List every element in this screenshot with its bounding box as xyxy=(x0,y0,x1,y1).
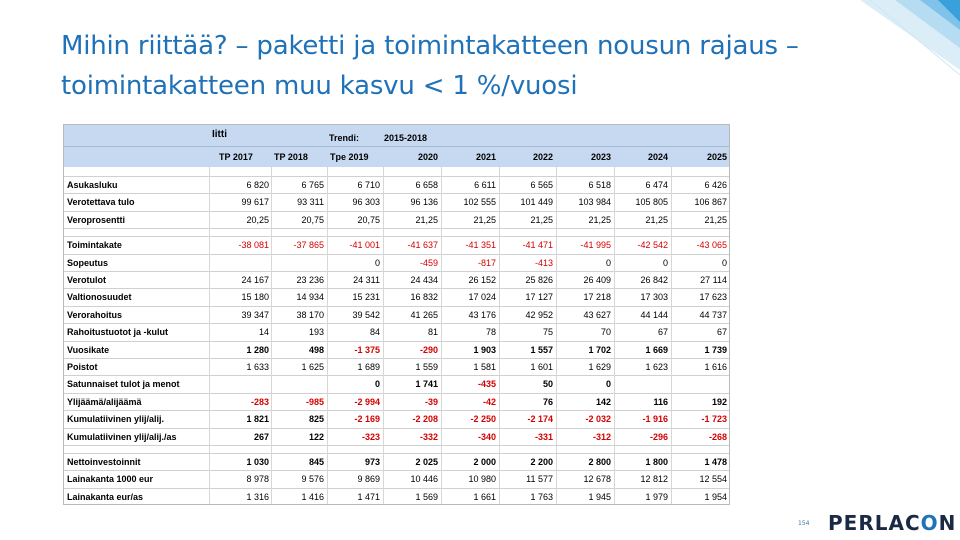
table-row xyxy=(64,255,729,272)
table-cell: 1 478 xyxy=(704,457,727,467)
table-cell: 1 903 xyxy=(473,344,496,355)
table-cell: 17 218 xyxy=(583,292,611,303)
table-cell: 6 518 xyxy=(588,180,611,190)
table-cell: 14 xyxy=(258,327,269,338)
table-cell: 1 625 xyxy=(301,362,324,372)
table-cell: 498 xyxy=(308,344,324,355)
table-cell: 24 167 xyxy=(241,275,269,285)
column-header: TP 2018 xyxy=(274,152,308,162)
table-cell: 81 xyxy=(427,327,438,338)
table-cell: 1 569 xyxy=(415,491,438,502)
table-cell: 0 xyxy=(605,379,611,390)
table-row xyxy=(64,454,729,471)
table-cell: -1 723 xyxy=(701,414,727,425)
table-cell: -290 xyxy=(419,344,438,355)
table-cell: 17 024 xyxy=(468,292,496,303)
table-cell: 21,25 xyxy=(530,214,553,225)
finance-table xyxy=(63,124,730,505)
row-label: Vuosikate xyxy=(67,344,110,355)
table-cell: 26 842 xyxy=(640,275,668,285)
table-row xyxy=(64,411,729,428)
table-cell: 1 979 xyxy=(645,491,668,502)
spacer-row xyxy=(64,229,729,237)
table-cell: 2 000 xyxy=(473,457,496,467)
table-cell: 1 739 xyxy=(704,344,727,355)
table-cell: 103 984 xyxy=(578,197,611,208)
table-cell: 21,25 xyxy=(704,214,727,225)
table-row xyxy=(64,289,729,306)
table-cell: -41 637 xyxy=(407,240,438,251)
table-cell: -283 xyxy=(250,396,269,407)
table-cell: 1 702 xyxy=(588,344,611,355)
table-cell: 6 658 xyxy=(415,180,438,190)
table-cell: -296 xyxy=(649,431,668,442)
table-cell: 16 832 xyxy=(410,292,438,303)
row-label: Verotettava tulo xyxy=(67,197,135,208)
table-cell: 825 xyxy=(308,414,324,425)
table-cell: 6 426 xyxy=(704,180,727,190)
table-cell: 93 311 xyxy=(297,197,324,208)
column-header: 2021 xyxy=(475,152,496,162)
title-line-1: Mihin riittää? – paketti ja toimintakatteen nousun rajaus – xyxy=(61,31,799,61)
trend-label: Trendi: xyxy=(329,133,360,143)
table-cell: 8 978 xyxy=(246,474,269,485)
table-row xyxy=(64,489,729,505)
table-cell: 84 xyxy=(369,327,380,338)
table-cell: 1 316 xyxy=(246,491,269,502)
table-cell: 25 826 xyxy=(525,275,553,285)
table-cell: -2 250 xyxy=(470,414,496,425)
table-cell: 193 xyxy=(308,327,324,338)
row-label: Verorahoitus xyxy=(67,309,123,320)
table-cell: 6 710 xyxy=(357,180,380,190)
row-label: Satunnaiset tulot ja menot xyxy=(67,379,180,390)
table-cell: 192 xyxy=(711,396,727,407)
table-cell: 142 xyxy=(595,396,611,407)
row-label: Asukasluku xyxy=(67,180,118,190)
table-cell: 78 xyxy=(485,327,496,338)
row-label: Lainakanta 1000 eur xyxy=(67,474,154,485)
table-cell: 267 xyxy=(253,431,269,442)
table-cell: 27 114 xyxy=(700,275,727,285)
table-row xyxy=(64,471,729,488)
table-cell: -39 xyxy=(424,396,438,407)
table-cell: 70 xyxy=(600,327,611,338)
table-cell: 973 xyxy=(364,457,380,467)
table-cell: 1 763 xyxy=(530,491,553,502)
table-cell: 9 869 xyxy=(357,474,380,485)
table-cell: 43 176 xyxy=(468,309,496,320)
table-cell: 1 601 xyxy=(530,362,553,372)
slide-title xyxy=(61,26,941,106)
spacer-row xyxy=(64,446,729,454)
table-cell: 21,25 xyxy=(473,214,496,225)
table-cell: 15 180 xyxy=(241,292,269,303)
table-cell: 67 xyxy=(716,327,727,338)
table-cell: 0 xyxy=(605,257,611,268)
table-cell: 2 800 xyxy=(588,457,611,467)
row-label: Rahoitustuotot ja -kulut xyxy=(67,327,168,338)
table-cell: 116 xyxy=(653,396,668,407)
column-header: 2022 xyxy=(532,152,553,162)
row-label: Ylijäämä/alijäämä xyxy=(67,396,142,407)
row-label: Verotulot xyxy=(67,275,107,285)
row-label: Toimintakate xyxy=(67,240,122,251)
table-cell: -435 xyxy=(477,379,496,390)
table-cell: 20,25 xyxy=(246,214,269,225)
row-label: Nettoinvestoinnit xyxy=(67,457,141,467)
title-line-2: toimintakatteen muu kasvu < 1 %/vuosi xyxy=(61,71,578,101)
trend-period: 2015-2018 xyxy=(384,133,428,143)
table-cell: -340 xyxy=(477,431,496,442)
table-row xyxy=(64,194,729,211)
table-cell: 0 xyxy=(374,257,380,268)
table-cell: 44 144 xyxy=(640,309,668,320)
table-cell: 67 xyxy=(657,327,668,338)
row-label: Kumulatiivinen ylij/alij./as xyxy=(67,431,177,442)
table-cell: 0 xyxy=(662,257,668,268)
table-cell: -43 065 xyxy=(696,240,727,251)
table-cell: 1 669 xyxy=(645,344,668,355)
table-cell: 21,25 xyxy=(415,214,438,225)
table-cell: 17 303 xyxy=(640,292,668,303)
table-row xyxy=(64,177,729,194)
table-cell: 1 633 xyxy=(246,362,269,372)
table-cell: -332 xyxy=(419,431,438,442)
table-cell: -2 208 xyxy=(412,414,438,425)
column-header: 2024 xyxy=(647,152,668,162)
table-cell: 14 934 xyxy=(296,292,324,303)
table-cell: 99 617 xyxy=(241,197,269,208)
table-cell: 21,25 xyxy=(588,214,611,225)
perlacon-logo: PERLACON xyxy=(828,511,957,535)
table-cell: 39 347 xyxy=(241,309,269,320)
table-cell: 0 xyxy=(721,257,727,268)
table-cell: 6 474 xyxy=(645,180,668,190)
table-cell: -2 174 xyxy=(527,414,553,425)
table-row xyxy=(64,376,729,393)
table-cell: -2 032 xyxy=(585,414,611,425)
table-cell: 1 741 xyxy=(415,379,438,390)
table-cell: -2 994 xyxy=(354,396,380,407)
table-cell: -331 xyxy=(534,431,553,442)
table-cell: 41 265 xyxy=(410,309,438,320)
table-cell: 6 820 xyxy=(246,180,269,190)
table-cell: 17 623 xyxy=(699,292,727,303)
table-cell: 75 xyxy=(542,327,553,338)
column-header: TP 2017 xyxy=(219,152,253,162)
table-cell: 26 152 xyxy=(468,275,496,285)
table-cell: 2 200 xyxy=(530,457,553,467)
row-label: Kumulatiivinen ylij/alij. xyxy=(67,414,165,425)
table-cell: 1 616 xyxy=(704,362,727,372)
table-cell: 43 627 xyxy=(583,309,611,320)
table-row xyxy=(64,272,729,289)
table-cell: 1 689 xyxy=(357,362,380,372)
row-label: Poistot xyxy=(67,362,98,372)
table-row xyxy=(64,342,729,359)
table-cell: -2 169 xyxy=(354,414,380,425)
table-row xyxy=(64,307,729,324)
table-cell: 1 471 xyxy=(357,491,380,502)
table-cell: -38 081 xyxy=(238,240,269,251)
row-label: Lainakanta eur/as xyxy=(67,491,144,502)
table-cell: 12 678 xyxy=(583,474,611,485)
table-cell: 1 629 xyxy=(588,362,611,372)
municipality-name: Iitti xyxy=(212,129,227,140)
table-cell: 101 449 xyxy=(520,197,553,208)
table-cell: 1 416 xyxy=(301,491,324,502)
row-label: Veroprosentti xyxy=(67,214,126,225)
table-cell: -41 001 xyxy=(349,240,380,251)
spacer-row xyxy=(64,167,729,177)
table-cell: -41 351 xyxy=(465,240,496,251)
table-cell: -413 xyxy=(534,257,553,268)
table-cell: 1 800 xyxy=(645,457,668,467)
table-cell: 20,75 xyxy=(357,214,380,225)
table-row xyxy=(64,394,729,411)
table-cell: 24 434 xyxy=(410,275,438,285)
table-cell: -41 471 xyxy=(522,240,553,251)
table-cell: 1 557 xyxy=(530,344,553,355)
table-cell: -37 865 xyxy=(293,240,324,251)
table-cell: 122 xyxy=(308,431,324,442)
table-cell: 44 737 xyxy=(699,309,727,320)
table-header xyxy=(64,125,729,167)
table-cell: -459 xyxy=(419,257,438,268)
table-cell: 15 231 xyxy=(352,292,380,303)
table-cell: 6 565 xyxy=(530,180,553,190)
table-cell: 845 xyxy=(308,457,324,467)
table-cell: 96 136 xyxy=(410,197,438,208)
table-cell: -42 542 xyxy=(637,240,668,251)
table-cell: -312 xyxy=(592,431,611,442)
table-cell: 1 559 xyxy=(415,362,438,372)
table-cell: 26 409 xyxy=(583,275,611,285)
table-cell: 38 170 xyxy=(296,309,324,320)
table-row xyxy=(64,237,729,254)
table-cell: -985 xyxy=(305,396,324,407)
table-cell: 42 952 xyxy=(525,309,553,320)
table-cell: -1 375 xyxy=(354,344,380,355)
page-number: 154 xyxy=(798,520,810,527)
table-cell: -41 995 xyxy=(580,240,611,251)
table-cell: 6 765 xyxy=(301,180,324,190)
table-cell: 76 xyxy=(542,396,553,407)
table-cell: 12 554 xyxy=(699,474,727,485)
table-cell: 1 954 xyxy=(704,491,727,502)
column-header: Tpe 2019 xyxy=(330,152,369,162)
table-cell: -42 xyxy=(482,396,496,407)
column-header: 2020 xyxy=(417,152,438,162)
table-cell: 50 xyxy=(542,379,553,390)
table-cell: 17 127 xyxy=(525,292,553,303)
table-cell: -323 xyxy=(361,431,380,442)
table-cell: 1 030 xyxy=(246,457,269,467)
table-cell: 102 555 xyxy=(463,197,496,208)
table-cell: 106 867 xyxy=(694,197,727,208)
table-cell: 10 446 xyxy=(410,474,438,485)
table-cell: 10 980 xyxy=(468,474,496,485)
table-cell: 1 280 xyxy=(246,344,269,355)
table-cell: 105 805 xyxy=(635,197,668,208)
table-cell: 24 311 xyxy=(353,275,380,285)
row-label: Valtionosuudet xyxy=(67,292,132,303)
table-cell: -1 916 xyxy=(642,414,668,425)
table-cell: 2 025 xyxy=(415,457,438,467)
table-cell: 39 542 xyxy=(352,309,380,320)
table-cell: 9 576 xyxy=(301,474,324,485)
table-cell: 23 236 xyxy=(296,275,324,285)
column-header: 2023 xyxy=(590,152,611,162)
table-row xyxy=(64,324,729,341)
table-cell: 20,75 xyxy=(301,214,324,225)
table-row xyxy=(64,359,729,376)
table-cell: -817 xyxy=(477,257,496,268)
table-cell: 1 661 xyxy=(473,491,496,502)
table-cell: 1 623 xyxy=(645,362,668,372)
table-cell: 1 945 xyxy=(588,491,611,502)
table-cell: 6 611 xyxy=(474,180,496,190)
table-cell: 1 581 xyxy=(473,362,496,372)
table-cell: 12 812 xyxy=(640,474,668,485)
table-cell: 96 303 xyxy=(352,197,380,208)
table-row xyxy=(64,212,729,229)
table-cell: 11 577 xyxy=(526,474,553,485)
table-cell: -268 xyxy=(708,431,727,442)
column-header: 2025 xyxy=(706,152,727,162)
table-row xyxy=(64,429,729,446)
table-cell: 21,25 xyxy=(645,214,668,225)
table-cell: 0 xyxy=(374,379,380,390)
row-label: Sopeutus xyxy=(67,257,109,268)
table-cell: 1 821 xyxy=(246,414,269,425)
